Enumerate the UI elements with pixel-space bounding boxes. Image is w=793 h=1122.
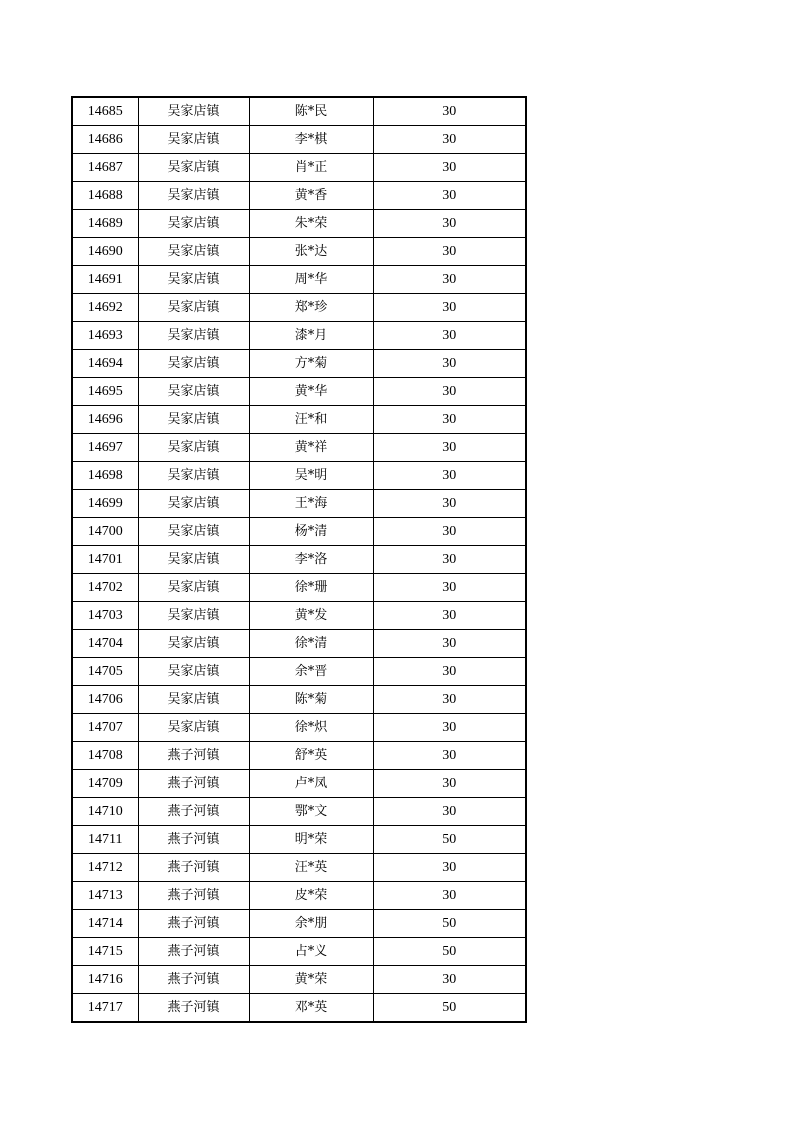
row-id-cell: 14714	[72, 910, 138, 938]
town-cell: 吴家店镇	[138, 686, 249, 714]
town-cell: 燕子河镇	[138, 882, 249, 910]
row-id-cell: 14698	[72, 462, 138, 490]
row-id-cell: 14701	[72, 546, 138, 574]
table-row	[72, 350, 526, 378]
person-name-cell: 徐*炽	[249, 714, 373, 742]
town-cell: 吴家店镇	[138, 630, 249, 658]
town-cell: 燕子河镇	[138, 854, 249, 882]
town-cell: 吴家店镇	[138, 266, 249, 294]
amount-cell: 30	[373, 154, 526, 182]
table-row	[72, 630, 526, 658]
person-name-cell: 李*洛	[249, 546, 373, 574]
amount-cell: 30	[373, 854, 526, 882]
table-row	[72, 518, 526, 546]
table-row	[72, 882, 526, 910]
row-id-cell: 14711	[72, 826, 138, 854]
row-id-cell: 14705	[72, 658, 138, 686]
amount-cell: 30	[373, 322, 526, 350]
town-cell: 吴家店镇	[138, 154, 249, 182]
town-cell: 吴家店镇	[138, 574, 249, 602]
row-id-cell: 14696	[72, 406, 138, 434]
town-cell: 燕子河镇	[138, 798, 249, 826]
table-row	[72, 462, 526, 490]
row-id-cell: 14692	[72, 294, 138, 322]
row-id-cell: 14695	[72, 378, 138, 406]
town-cell: 吴家店镇	[138, 518, 249, 546]
table-row	[72, 126, 526, 154]
town-cell: 吴家店镇	[138, 126, 249, 154]
row-id-cell: 14694	[72, 350, 138, 378]
row-id-cell: 14703	[72, 602, 138, 630]
town-cell: 吴家店镇	[138, 350, 249, 378]
data-table	[71, 96, 527, 1023]
row-id-cell: 14702	[72, 574, 138, 602]
person-name-cell: 朱*荣	[249, 210, 373, 238]
table-row	[72, 182, 526, 210]
amount-cell: 30	[373, 462, 526, 490]
town-cell: 吴家店镇	[138, 714, 249, 742]
amount-cell: 30	[373, 630, 526, 658]
row-id-cell: 14717	[72, 994, 138, 1023]
town-cell: 燕子河镇	[138, 938, 249, 966]
person-name-cell: 杨*清	[249, 518, 373, 546]
person-name-cell: 张*达	[249, 238, 373, 266]
amount-cell: 30	[373, 686, 526, 714]
town-cell: 吴家店镇	[138, 238, 249, 266]
amount-cell: 50	[373, 826, 526, 854]
person-name-cell: 肖*正	[249, 154, 373, 182]
person-name-cell: 陈*民	[249, 97, 373, 126]
table-row	[72, 854, 526, 882]
amount-cell: 30	[373, 378, 526, 406]
row-id-cell: 14691	[72, 266, 138, 294]
table-row	[72, 994, 526, 1023]
amount-cell: 30	[373, 798, 526, 826]
amount-cell: 30	[373, 518, 526, 546]
town-cell: 吴家店镇	[138, 210, 249, 238]
row-id-cell: 14707	[72, 714, 138, 742]
amount-cell: 30	[373, 294, 526, 322]
table-row	[72, 546, 526, 574]
person-name-cell: 汪*和	[249, 406, 373, 434]
person-name-cell: 邓*英	[249, 994, 373, 1023]
person-name-cell: 皮*荣	[249, 882, 373, 910]
amount-cell: 50	[373, 910, 526, 938]
row-id-cell: 14690	[72, 238, 138, 266]
row-id-cell: 14709	[72, 770, 138, 798]
amount-cell: 30	[373, 350, 526, 378]
person-name-cell: 黄*香	[249, 182, 373, 210]
person-name-cell: 吴*明	[249, 462, 373, 490]
person-name-cell: 黄*华	[249, 378, 373, 406]
table-row	[72, 294, 526, 322]
person-name-cell: 余*晋	[249, 658, 373, 686]
row-id-cell: 14699	[72, 490, 138, 518]
table-row	[72, 658, 526, 686]
table-row	[72, 406, 526, 434]
amount-cell: 30	[373, 210, 526, 238]
town-cell: 燕子河镇	[138, 994, 249, 1023]
town-cell: 吴家店镇	[138, 378, 249, 406]
person-name-cell: 鄂*文	[249, 798, 373, 826]
amount-cell: 30	[373, 602, 526, 630]
town-cell: 燕子河镇	[138, 826, 249, 854]
person-name-cell: 郑*珍	[249, 294, 373, 322]
amount-cell: 30	[373, 266, 526, 294]
amount-cell: 50	[373, 994, 526, 1023]
amount-cell: 30	[373, 714, 526, 742]
amount-cell: 30	[373, 406, 526, 434]
row-id-cell: 14716	[72, 966, 138, 994]
row-id-cell: 14708	[72, 742, 138, 770]
person-name-cell: 卢*凤	[249, 770, 373, 798]
amount-cell: 50	[373, 938, 526, 966]
amount-cell: 30	[373, 434, 526, 462]
town-cell: 吴家店镇	[138, 490, 249, 518]
table-row	[72, 378, 526, 406]
row-id-cell: 14689	[72, 210, 138, 238]
person-name-cell: 李*棋	[249, 126, 373, 154]
amount-cell: 30	[373, 574, 526, 602]
town-cell: 燕子河镇	[138, 910, 249, 938]
town-cell: 燕子河镇	[138, 966, 249, 994]
row-id-cell: 14687	[72, 154, 138, 182]
table-row	[72, 686, 526, 714]
amount-cell: 30	[373, 97, 526, 126]
row-id-cell: 14697	[72, 434, 138, 462]
table-row	[72, 826, 526, 854]
town-cell: 燕子河镇	[138, 770, 249, 798]
town-cell: 吴家店镇	[138, 294, 249, 322]
amount-cell: 30	[373, 126, 526, 154]
table-row	[72, 490, 526, 518]
town-cell: 吴家店镇	[138, 546, 249, 574]
table-row	[72, 210, 526, 238]
amount-cell: 30	[373, 882, 526, 910]
town-cell: 吴家店镇	[138, 322, 249, 350]
table-row	[72, 938, 526, 966]
table-row	[72, 154, 526, 182]
table-row	[72, 742, 526, 770]
table-row	[72, 266, 526, 294]
town-cell: 吴家店镇	[138, 602, 249, 630]
table-row	[72, 574, 526, 602]
row-id-cell: 14713	[72, 882, 138, 910]
amount-cell: 30	[373, 742, 526, 770]
person-name-cell: 徐*清	[249, 630, 373, 658]
table-row	[72, 798, 526, 826]
table-row	[72, 602, 526, 630]
person-name-cell: 陈*菊	[249, 686, 373, 714]
amount-cell: 30	[373, 966, 526, 994]
table-row	[72, 434, 526, 462]
table-row	[72, 714, 526, 742]
table-row	[72, 910, 526, 938]
row-id-cell: 14700	[72, 518, 138, 546]
person-name-cell: 舒*英	[249, 742, 373, 770]
person-name-cell: 徐*珊	[249, 574, 373, 602]
amount-cell: 30	[373, 238, 526, 266]
person-name-cell: 余*朋	[249, 910, 373, 938]
row-id-cell: 14693	[72, 322, 138, 350]
person-name-cell: 黄*发	[249, 602, 373, 630]
person-name-cell: 漆*月	[249, 322, 373, 350]
row-id-cell: 14706	[72, 686, 138, 714]
person-name-cell: 黄*祥	[249, 434, 373, 462]
table-row	[72, 97, 526, 126]
person-name-cell: 占*义	[249, 938, 373, 966]
amount-cell: 30	[373, 546, 526, 574]
amount-cell: 30	[373, 490, 526, 518]
row-id-cell: 14688	[72, 182, 138, 210]
row-id-cell: 14710	[72, 798, 138, 826]
town-cell: 吴家店镇	[138, 434, 249, 462]
amount-cell: 30	[373, 770, 526, 798]
row-id-cell: 14704	[72, 630, 138, 658]
row-id-cell: 14685	[72, 97, 138, 126]
row-id-cell: 14715	[72, 938, 138, 966]
person-name-cell: 王*海	[249, 490, 373, 518]
table-row	[72, 770, 526, 798]
person-name-cell: 方*菊	[249, 350, 373, 378]
row-id-cell: 14686	[72, 126, 138, 154]
person-name-cell: 黄*荣	[249, 966, 373, 994]
town-cell: 吴家店镇	[138, 406, 249, 434]
person-name-cell: 汪*英	[249, 854, 373, 882]
row-id-cell: 14712	[72, 854, 138, 882]
town-cell: 吴家店镇	[138, 658, 249, 686]
table-body	[72, 97, 526, 1022]
table-row	[72, 322, 526, 350]
amount-cell: 30	[373, 658, 526, 686]
person-name-cell: 明*荣	[249, 826, 373, 854]
town-cell: 吴家店镇	[138, 462, 249, 490]
table-row	[72, 238, 526, 266]
table-row	[72, 966, 526, 994]
amount-cell: 30	[373, 182, 526, 210]
town-cell: 吴家店镇	[138, 97, 249, 126]
person-name-cell: 周*华	[249, 266, 373, 294]
town-cell: 吴家店镇	[138, 182, 249, 210]
town-cell: 燕子河镇	[138, 742, 249, 770]
